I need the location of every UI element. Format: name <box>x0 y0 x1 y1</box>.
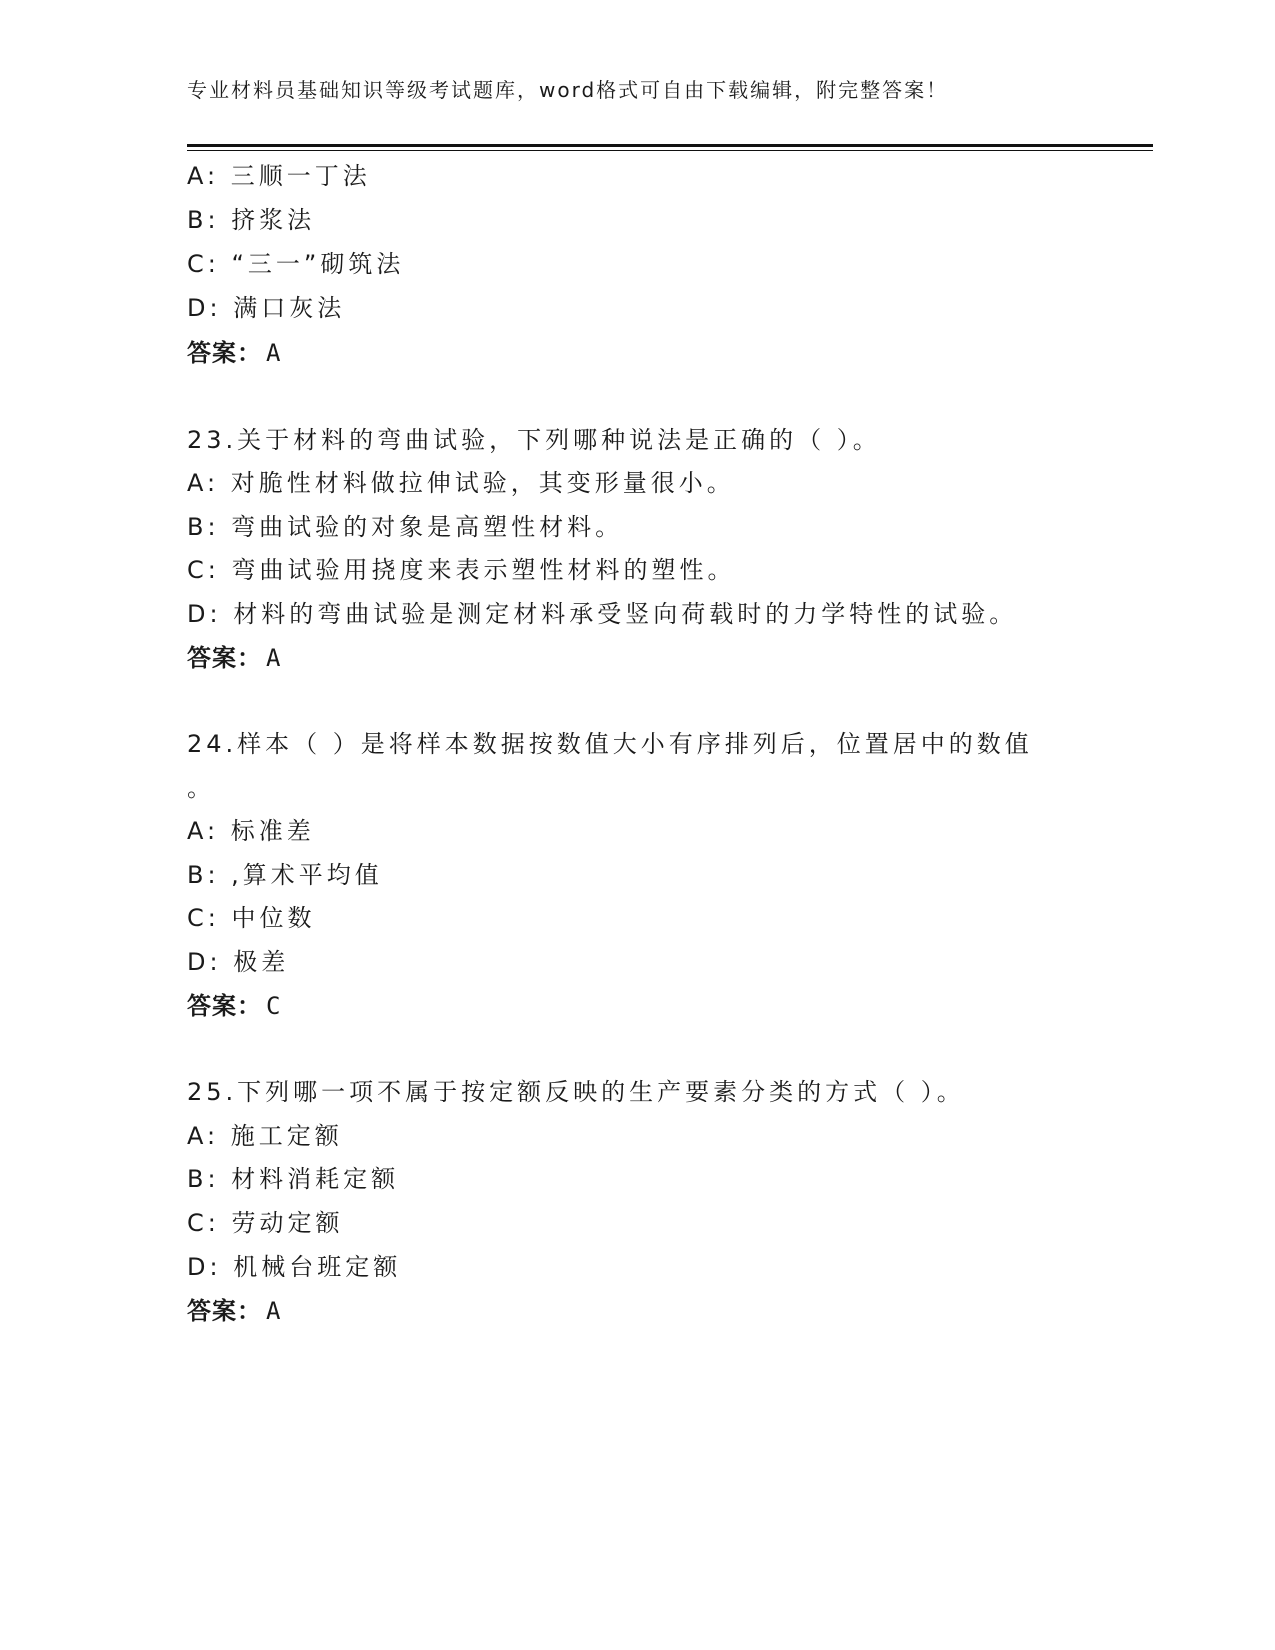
option-b: B: 挤浆法 <box>187 206 316 234</box>
question-stem: 25.下列哪一项不属于按定额反映的生产要素分类的方式（ ）。 <box>187 1078 965 1106</box>
option-d: D: 极差 <box>187 948 290 976</box>
option-c: C: “三一”砌筑法 <box>187 250 405 278</box>
answer-line <box>187 638 280 673</box>
answer-line <box>187 986 280 1021</box>
answer-value: A <box>266 339 281 367</box>
answer-label: 答案： <box>187 644 262 672</box>
option-b: B: 材料消耗定额 <box>187 1165 400 1193</box>
answer-line <box>187 1291 280 1326</box>
answer-value: C <box>266 992 281 1020</box>
header-rule-thick <box>187 144 1153 147</box>
option-a: A: 对脆性材料做拉伸试验，其变形量很小。 <box>187 469 735 497</box>
answer-value: A <box>266 644 281 672</box>
answer-label: 答案： <box>187 339 262 367</box>
option-c: C: 劳动定额 <box>187 1209 344 1237</box>
answer-line <box>187 333 280 368</box>
answer-value: A <box>266 1297 281 1325</box>
option-d: D: 满口灰法 <box>187 294 346 322</box>
header-rule-thin <box>187 150 1153 151</box>
page-header: 专业材料员基础知识等级考试题库，word格式可自由下载编辑，附完整答案！ <box>187 78 949 102</box>
option-c: C: 中位数 <box>187 904 316 932</box>
question-stem: 24.样本（ ）是将样本数据按数值大小有序排列后，位置居中的数值 <box>187 730 1033 758</box>
option-a: A: 三顺一丁法 <box>187 162 371 190</box>
option-c: C: 弯曲试验用挠度来表示塑性材料的塑性。 <box>187 556 736 584</box>
option-a: A: 标准差 <box>187 817 315 845</box>
option-a: A: 施工定额 <box>187 1122 343 1150</box>
option-b: B: ,算术平均值 <box>187 861 383 889</box>
option-d: D: 材料的弯曲试验是测定材料承受竖向荷载时的力学特性的试验。 <box>187 600 1018 628</box>
question-stem: 23.关于材料的弯曲试验，下列哪种说法是正确的（ ）。 <box>187 426 881 454</box>
answer-label: 答案： <box>187 992 262 1020</box>
option-b: B: 弯曲试验的对象是高塑性材料。 <box>187 513 624 541</box>
question-stem-continuation: 。 <box>187 774 215 802</box>
option-d: D: 机械台班定额 <box>187 1253 402 1281</box>
answer-label: 答案： <box>187 1297 262 1325</box>
